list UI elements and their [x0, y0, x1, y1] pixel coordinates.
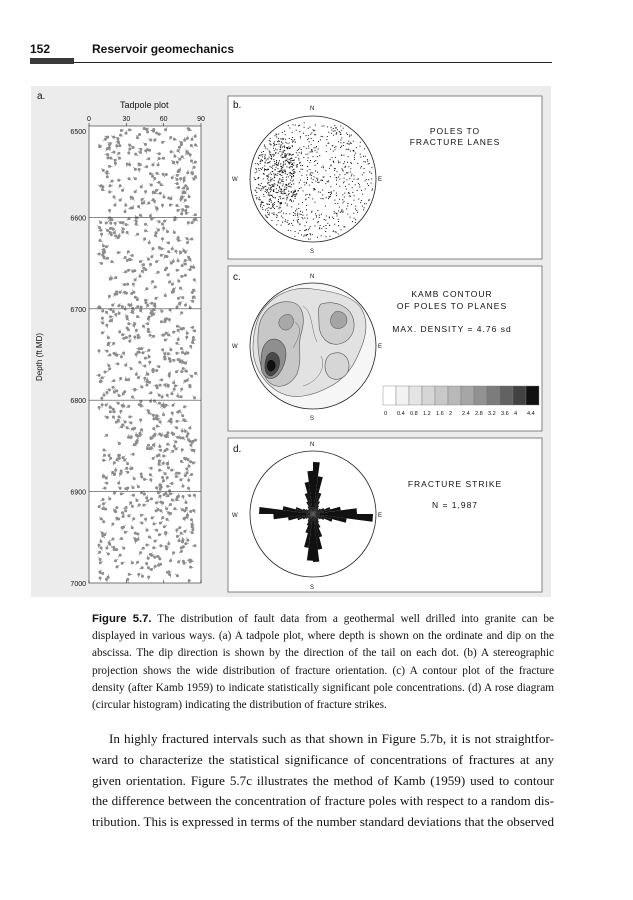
b-south: S	[310, 249, 315, 255]
density-swatch	[474, 386, 487, 405]
max-density: MAX. DENSITY = 4.76 sd	[392, 324, 512, 334]
b-north: N	[310, 106, 315, 112]
depth-tick-label: 6900	[70, 489, 86, 497]
density-swatch	[448, 386, 461, 405]
b-title-2: FRACTURE LANES	[409, 137, 501, 147]
c-title-2: OF POLES TO PLANES	[396, 301, 508, 311]
density-swatch	[461, 386, 474, 405]
density-scale-label: 4.4	[527, 411, 535, 417]
caption-text: The distribution of fault data from a geothermal well drilled into granite can be displayed in various ways. (a) A tadpole plot, where depth is shown on the ordinate and dip on the abscissa. The dip direction is shown by the direction of the tail on each dot. (b) A stereographic projection shows the wide distribution of fracture orientation. (c) A contour plot of the fracture density (after Kamb 1959) to indicate statistically significant pole concentrations. (d) A rose diagram (circular histogram) indicating the distribution of fracture strikes.	[92, 613, 554, 712]
caption-label: Figure 5.7.	[92, 613, 152, 625]
c-west: W	[232, 344, 238, 350]
density-swatch	[513, 386, 526, 405]
density-scale-label: 0.4	[397, 411, 405, 417]
density-swatch	[526, 386, 539, 405]
dip-tick-label: 0	[87, 116, 91, 123]
c-south: S	[310, 416, 315, 422]
dip-tick-label: 90	[197, 116, 205, 123]
dip-tick-label: 30	[122, 116, 131, 123]
density-scale-label: 0	[384, 411, 388, 417]
body-line: the difference between the concentration of fracture poles with respect to a random dis-	[92, 793, 554, 809]
density-scale-label: 2.4	[462, 411, 470, 417]
body-paragraph	[92, 729, 554, 833]
kamb-contour-plot	[250, 283, 376, 409]
d-south: S	[310, 585, 315, 591]
depth-tick-label: 6600	[70, 215, 86, 223]
depth-tick-label: 6500	[70, 129, 86, 136]
d-west: W	[232, 513, 238, 519]
depth-tick-label: 7000	[70, 581, 86, 588]
density-scale-label: 1.2	[423, 411, 431, 417]
figure-caption	[92, 611, 554, 714]
density-swatch	[487, 386, 500, 405]
header-bar	[30, 58, 74, 64]
depth-tick-label: 6800	[70, 398, 86, 406]
depth-tick-label: 6700	[70, 306, 86, 314]
body-line: ward to characterize the statistical significance of concentrations of fractures at any	[92, 751, 554, 767]
d-north: N	[310, 442, 315, 448]
body-line: given orientation. Figure 5.7c illustrates the method of Kamb (1959) used to contour	[92, 772, 554, 788]
c-east: E	[378, 344, 383, 350]
c-north: N	[310, 274, 315, 280]
tadpole-y-ticks	[70, 129, 86, 588]
panel-c-label: c.	[233, 272, 241, 283]
density-scale-label: 2.8	[475, 411, 483, 417]
d-count: N = 1,987	[431, 500, 479, 510]
body-line: tribution. This is expressed in terms of the number standard deviations that the observed	[92, 814, 554, 830]
depth-axis-label: Depth (ft MD)	[35, 332, 44, 381]
density-scale-label: 2	[449, 411, 453, 417]
density-scale-label: 0.8	[410, 411, 418, 417]
density-swatch	[435, 386, 448, 405]
density-swatch	[500, 386, 513, 405]
density-scale-label: 1.6	[436, 411, 444, 417]
running-title: Reservoir geomechanics	[92, 42, 235, 56]
d-east: E	[378, 513, 383, 519]
density-scale-label: 3.2	[488, 411, 496, 417]
density-swatch	[396, 386, 409, 405]
panel-b-label: b.	[233, 100, 242, 111]
density-swatch	[383, 386, 396, 405]
b-title-1: POLES TO	[429, 126, 481, 136]
b-west: W	[232, 177, 238, 183]
density-swatch	[422, 386, 435, 405]
d-title: FRACTURE STRIKE	[407, 479, 503, 489]
body-line: In highly fractured intervals such as that shown in Figure 5.7b, it is not straightfor-	[109, 731, 554, 746]
panel-d-label: d.	[233, 444, 242, 455]
header-rule	[74, 62, 552, 63]
density-swatch	[409, 386, 422, 405]
figure-canvas	[31, 86, 551, 597]
density-scale-label: 3.6	[501, 411, 509, 417]
figure-5-7	[31, 86, 551, 597]
density-scale-label: 4	[514, 411, 518, 417]
panel-a-label: a.	[37, 91, 46, 102]
dip-tick-label: 60	[159, 116, 168, 123]
b-east: E	[378, 177, 383, 183]
c-title-1: KAMB CONTOUR	[411, 289, 493, 299]
tadpole-title: Tadpole plot	[120, 100, 169, 110]
page-number: 152	[30, 42, 51, 56]
